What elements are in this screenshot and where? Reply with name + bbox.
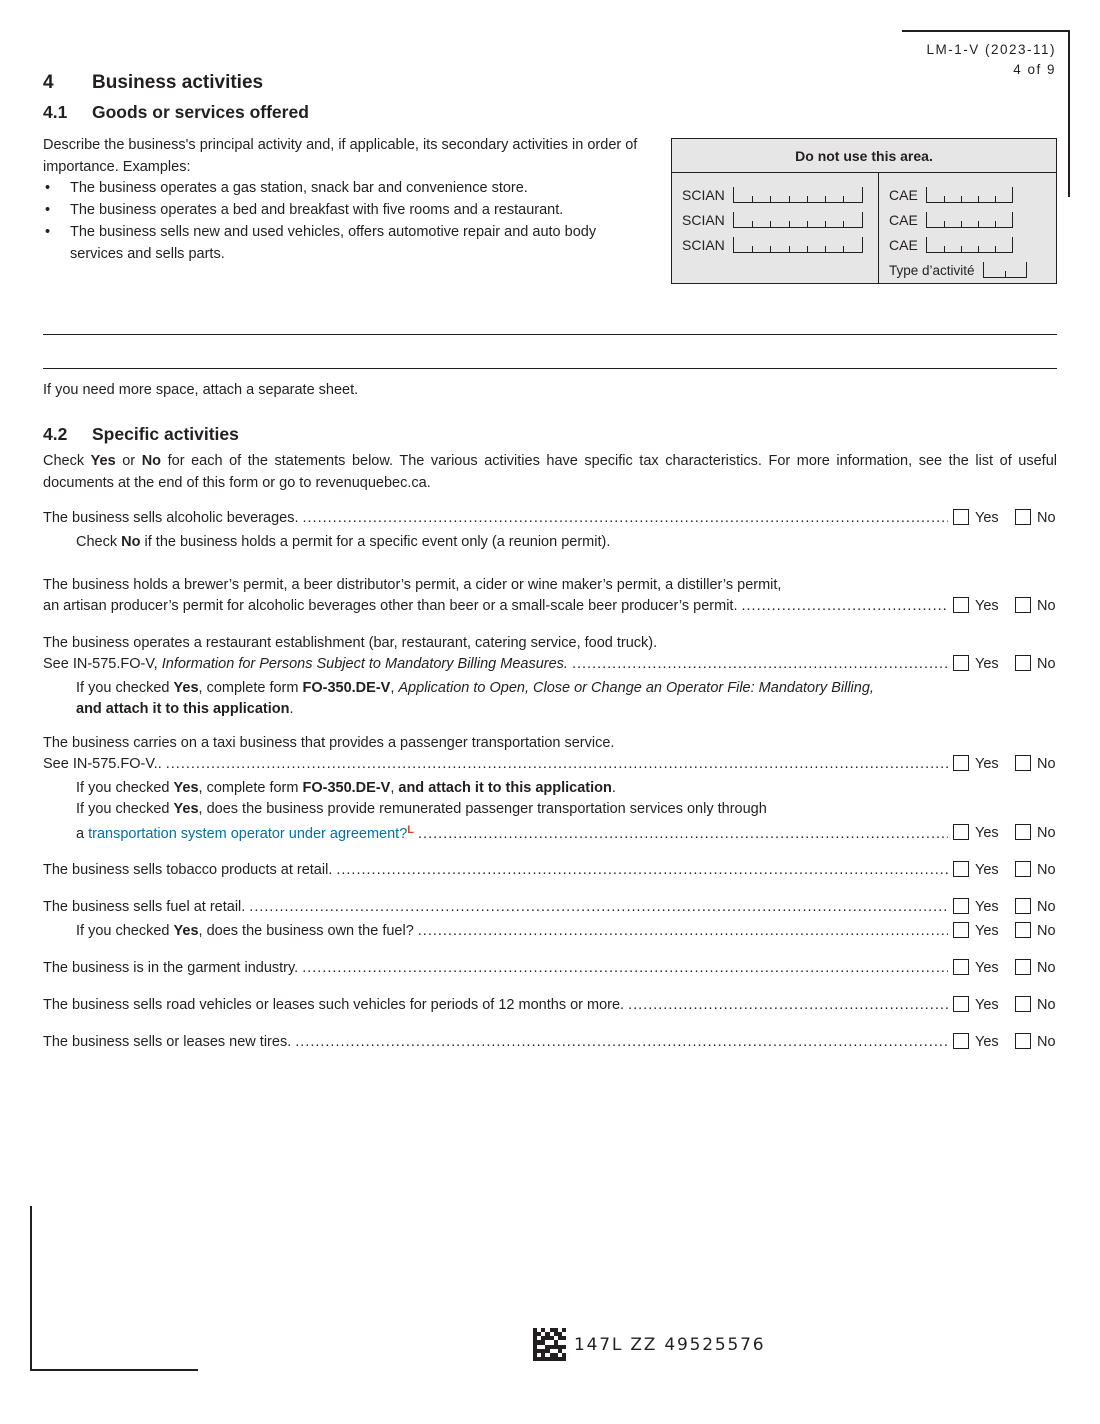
- no-checkbox[interactable]: [1015, 824, 1031, 840]
- yes-no-group: [953, 596, 1057, 616]
- transportation-operator-link[interactable]: transportation system operator under agreement: [88, 826, 400, 842]
- activity-type-label: Type d’activité: [889, 263, 975, 278]
- question-text: The business is in the garment industry. .....: [43, 958, 948, 979]
- section-4-1-instructions: Describe the business's principal activity and, if applicable, its secondary activities in order of importance. Examples:: [43, 137, 638, 175]
- no-label: No: [1037, 923, 1056, 939]
- no-checkbox[interactable]: [1015, 655, 1031, 671]
- datamatrix-barcode-icon: [533, 1328, 566, 1361]
- cae-label: CAE: [889, 212, 918, 228]
- question-text-line: The business carries on a taxi business that provides a passenger transportation service.: [43, 735, 615, 751]
- cae-code-row: [889, 233, 1013, 253]
- activity-type-comb-field: [983, 262, 1027, 278]
- section-title: Business activities: [92, 72, 264, 93]
- no-label: No: [1037, 756, 1056, 772]
- example-item: • The business operates a gas station, snack bar and convenience store.: [43, 177, 643, 199]
- yes-checkbox[interactable]: [953, 824, 969, 840]
- no-label: No: [1037, 960, 1056, 976]
- no-checkbox[interactable]: [1015, 597, 1031, 613]
- scian-comb-field: [733, 237, 863, 253]
- no-label: No: [1037, 862, 1056, 878]
- cae-code-row: [889, 208, 1013, 228]
- yes-label: Yes: [975, 960, 999, 976]
- no-label: No: [1037, 997, 1056, 1013]
- section-title: Goods or services offered: [92, 102, 309, 122]
- yes-checkbox[interactable]: [953, 959, 969, 975]
- sub-question-text: If you checked Yes, does the business own the fuel? .....: [43, 921, 1057, 942]
- yes-label: Yes: [975, 756, 999, 772]
- section-number: 4.2: [43, 424, 68, 444]
- no-checkbox[interactable]: [1015, 898, 1031, 914]
- description-line-1[interactable]: [43, 334, 1057, 335]
- scian-comb-field: [733, 187, 863, 203]
- yes-label: Yes: [975, 997, 999, 1013]
- scian-code-row: [682, 183, 863, 203]
- yes-no-group: [953, 1032, 1057, 1052]
- cae-code-row: [889, 183, 1013, 203]
- cae-label: CAE: [889, 187, 918, 203]
- section-number: 4.1: [43, 102, 68, 122]
- yes-checkbox[interactable]: [953, 922, 969, 938]
- no-label: No: [1037, 598, 1056, 614]
- cae-comb-field: [926, 187, 1013, 203]
- form-identifier: [926, 40, 1056, 80]
- question-restaurant-establishment: [43, 633, 1057, 720]
- sub-question-text: a transportation system operator under agreement?$^L$ .....: [43, 820, 1057, 845]
- yes-checkbox[interactable]: [953, 655, 969, 671]
- cae-comb-field: [926, 237, 1013, 253]
- scian-label: SCIAN: [682, 212, 725, 228]
- yes-no-group: [953, 958, 1057, 978]
- sub-question-text-line: If you checked Yes, does the business provide remunerated passenger transportation services only through: [76, 801, 767, 817]
- question-garment-industry: [43, 958, 1057, 979]
- no-label: No: [1037, 899, 1056, 915]
- question-alcoholic-beverages: [43, 508, 1057, 553]
- yes-checkbox[interactable]: [953, 597, 969, 613]
- section-title: Specific activities: [92, 424, 239, 444]
- question-text: The business sells road vehicles or leases such vehicles for periods of 12 months or more. .....: [43, 995, 948, 1016]
- no-label: No: [1037, 1034, 1056, 1050]
- section-4-heading: [43, 72, 263, 94]
- example-item: • The business operates a bed and breakfast with five rooms and a restaurant.: [43, 199, 643, 221]
- page-number: 4 of 9: [1013, 62, 1056, 77]
- no-label: No: [1037, 825, 1056, 841]
- question-text-line: The business holds a brewer’s permit, a beer distributor’s permit, a cider or wine maker’s permit, a distiller’s permit,: [43, 577, 782, 593]
- yes-checkbox[interactable]: [953, 898, 969, 914]
- no-checkbox[interactable]: [1015, 1033, 1031, 1049]
- barcode-number: 147L ZZ 49525576: [574, 1334, 766, 1355]
- activity-type-row: [889, 258, 1027, 278]
- admin-box-title: Do not use this area.: [672, 139, 1056, 173]
- yes-label: Yes: [975, 656, 999, 672]
- yes-label: Yes: [975, 825, 999, 841]
- question-text: an artisan producer’s permit for alcoholic beverages other than beer or a small-scale beer producer’s permit. .....: [43, 596, 948, 617]
- yes-no-group: [953, 921, 1057, 941]
- cae-label: CAE: [889, 237, 918, 253]
- question-alcohol-permits: [43, 575, 1057, 617]
- no-checkbox[interactable]: [1015, 755, 1031, 771]
- cae-comb-field: [926, 212, 1013, 228]
- section-4-2-heading: [43, 424, 239, 445]
- scian-label: SCIAN: [682, 237, 725, 253]
- examples-list: [43, 177, 643, 265]
- section-number: 4: [43, 72, 54, 93]
- yes-checkbox[interactable]: [953, 755, 969, 771]
- yes-no-group: [953, 823, 1057, 843]
- no-label: No: [1037, 656, 1056, 672]
- yes-no-group: [953, 860, 1057, 880]
- yes-no-group: [953, 754, 1057, 774]
- no-checkbox[interactable]: [1015, 922, 1031, 938]
- scian-code-row: [682, 208, 863, 228]
- question-taxi-business: [43, 733, 1057, 845]
- no-checkbox[interactable]: [1015, 959, 1031, 975]
- question-tobacco-products: [43, 860, 1057, 881]
- section-4-2-instructions: Check Yes or No for each of the statements below. The various activities have specific tax characteristics. For more information, see the list of useful documents at the end of this form or go to revenuquebec.ca.: [43, 453, 1057, 491]
- yes-no-group: [953, 897, 1057, 917]
- example-item: • The business sells new and used vehicles, offers automotive repair and auto body services and sells parts.: [43, 221, 643, 265]
- yes-label: Yes: [975, 862, 999, 878]
- yes-label: Yes: [975, 923, 999, 939]
- admin-box-divider: [878, 172, 879, 284]
- question-road-vehicles: [43, 995, 1057, 1016]
- scian-code-row: [682, 233, 863, 253]
- more-space-note: If you need more space, attach a separate sheet.: [43, 382, 359, 398]
- scian-comb-field: [733, 212, 863, 228]
- yes-label: Yes: [975, 899, 999, 915]
- corner-mark-top-right-side: [1068, 30, 1070, 197]
- question-text: The business sells tobacco products at retail. .....: [43, 860, 948, 881]
- yes-label: Yes: [975, 510, 999, 526]
- corner-mark-top-right: [902, 30, 1070, 32]
- corner-mark-bottom-left: [30, 1369, 198, 1371]
- yes-checkbox[interactable]: [953, 996, 969, 1012]
- question-text: See IN-575.FO-V, Information for Persons Subject to Mandatory Billing Measures. .....: [43, 654, 948, 675]
- yes-no-group: [953, 508, 1057, 528]
- legal-mark-icon: L: [407, 824, 415, 836]
- form-code: LM-1-V (2023-11): [926, 42, 1056, 57]
- question-new-tires: [43, 1032, 1057, 1053]
- question-text: The business sells alcoholic beverages. .....: [43, 508, 948, 529]
- yes-checkbox[interactable]: [953, 509, 969, 525]
- yes-label: Yes: [975, 598, 999, 614]
- yes-checkbox[interactable]: [953, 861, 969, 877]
- no-label: No: [1037, 510, 1056, 526]
- admin-use-only-box: [671, 138, 1057, 284]
- yes-no-group: [953, 995, 1057, 1015]
- question-text: The business sells or leases new tires. .....: [43, 1032, 948, 1053]
- question-note: If you checked Yes, complete form FO-350.DE-V, Application to Open, Close or Change an Operator File: Mandatory Billing, and attach it to this application.: [76, 680, 874, 717]
- yes-no-group: [953, 654, 1057, 674]
- form-barcode: [533, 1328, 765, 1361]
- no-checkbox[interactable]: [1015, 509, 1031, 525]
- question-fuel-retail: [43, 897, 1057, 942]
- yes-label: Yes: [975, 1034, 999, 1050]
- no-checkbox[interactable]: [1015, 996, 1031, 1012]
- question-note: If you checked Yes, complete form FO-350.DE-V, and attach it to this application.: [76, 780, 616, 796]
- question-note: Check No if the business holds a permit for a specific event only (a reunion permit).: [76, 534, 611, 550]
- no-checkbox[interactable]: [1015, 861, 1031, 877]
- corner-mark-bottom-left-side: [30, 1206, 32, 1371]
- yes-checkbox[interactable]: [953, 1033, 969, 1049]
- description-line-2[interactable]: [43, 368, 1057, 369]
- question-text: The business sells fuel at retail. .....: [43, 897, 948, 918]
- scian-label: SCIAN: [682, 187, 725, 203]
- question-text-line: The business operates a restaurant establishment (bar, restaurant, catering service, food truck).: [43, 635, 658, 651]
- section-4-1-heading: [43, 102, 309, 123]
- question-text: See IN-575.FO-V.. .....: [43, 754, 948, 775]
- revenuquebec-link[interactable]: revenuquebec.ca: [315, 474, 427, 491]
